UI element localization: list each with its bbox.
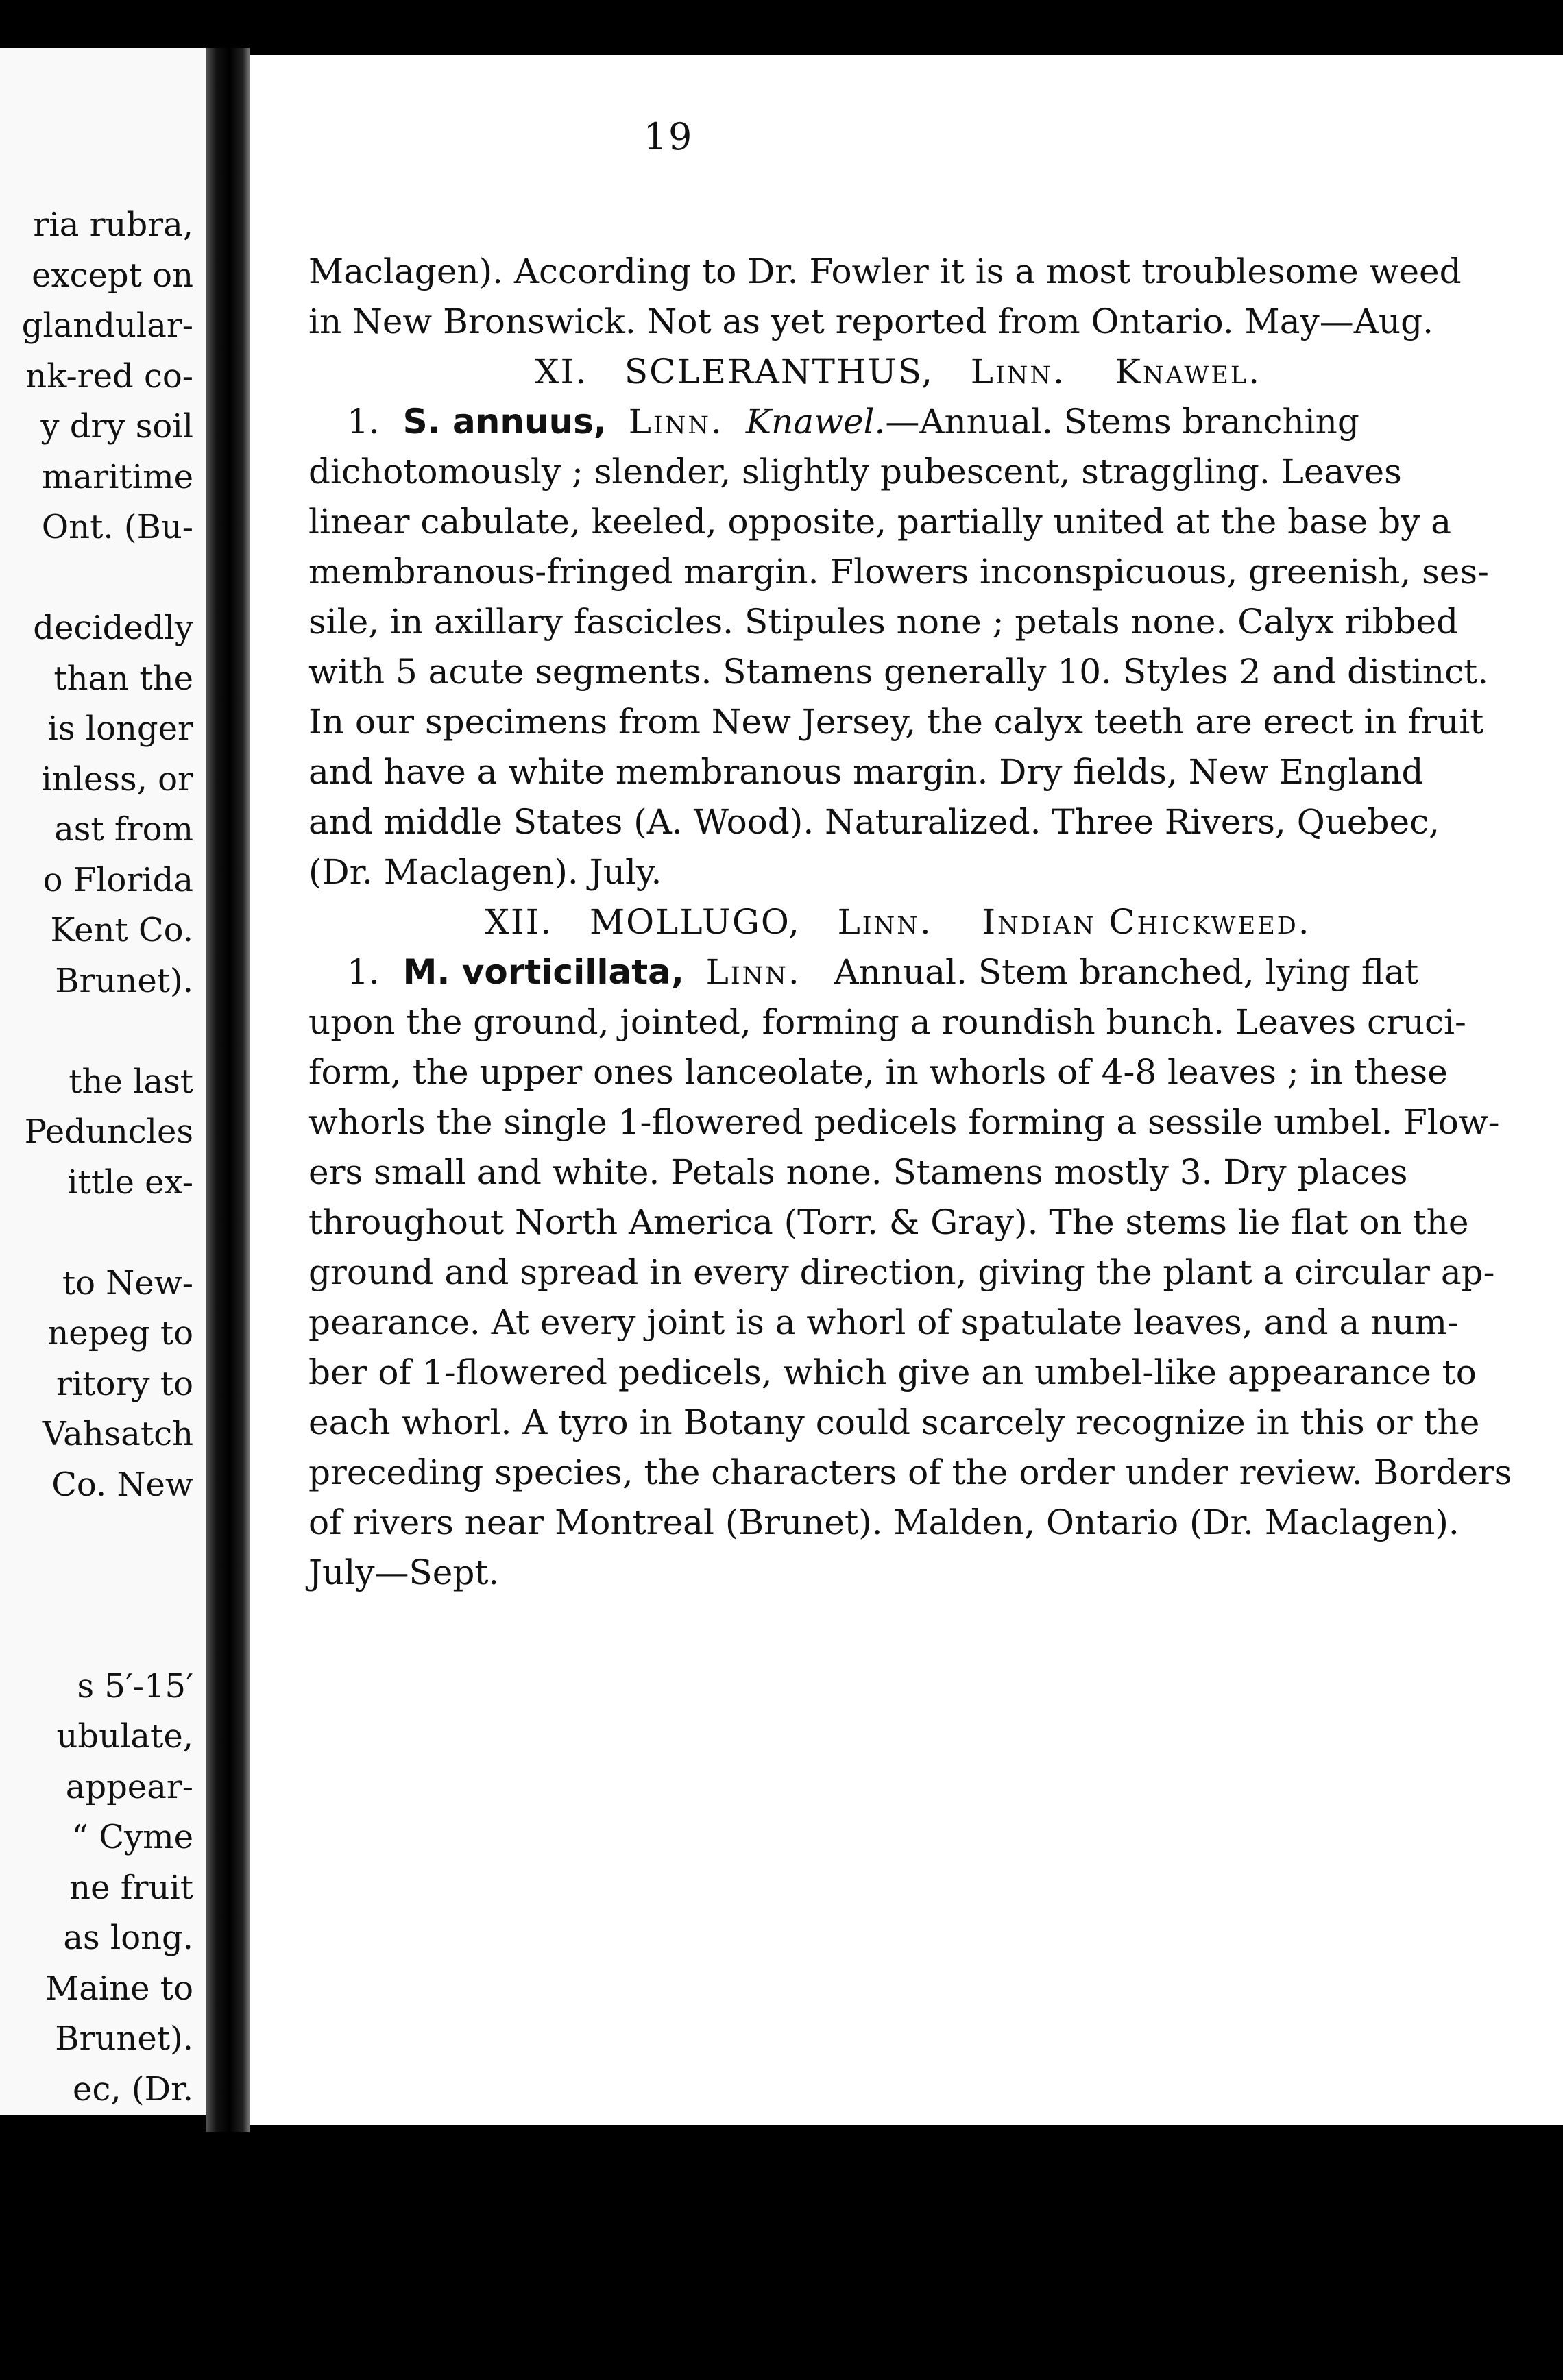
left-page-line: ittle ex- <box>67 1163 193 1202</box>
scan-border-bottom <box>0 2132 1563 2380</box>
page-body <box>308 247 1512 1598</box>
left-page-line: appear- <box>65 1767 193 1806</box>
species-author: Linn. <box>628 402 724 441</box>
body-line: and middle States (A. Wood). Naturalized. Three Rivers, Quebec, <box>308 802 1440 842</box>
species-author: Linn. <box>705 952 801 992</box>
left-page-line: maritime <box>42 457 193 496</box>
species-common-name: Knawel. <box>745 402 886 441</box>
left-page-line: to New- <box>62 1263 193 1302</box>
left-page-line: except on <box>32 256 193 295</box>
left-page-line: nk-red co- <box>25 356 193 396</box>
genus-numeral: XII. <box>485 902 553 942</box>
left-page-line: nepeg to <box>47 1314 193 1352</box>
body-line: of rivers near Montreal (Brunet). Malden, Ontario (Dr. Maclagen). <box>308 1503 1459 1542</box>
body-line: each whorl. A tyro in Botany could scarcely recognize in this or the <box>308 1402 1480 1442</box>
left-page-line: Maine to <box>45 1969 193 2008</box>
species-number: 1. <box>347 402 380 441</box>
left-page-line: Brunet). <box>55 2019 193 2058</box>
left-page-line: the last <box>69 1062 193 1101</box>
genus-heading-scleranthus <box>308 347 1488 397</box>
left-page-line: Co. New <box>51 1465 193 1504</box>
continuation-line-2: in New Bronswick. Not as yet reported from Ontario. May—Aug. <box>308 302 1433 341</box>
genus-author: Linn. <box>970 352 1066 391</box>
genus-common-name: Indian Chickweed. <box>982 902 1311 942</box>
left-page-line: inless, or <box>41 760 193 799</box>
left-page-line: ubulate, <box>56 1717 193 1756</box>
body-line: July—Sept. <box>308 1553 500 1592</box>
species-name: M. vorticillata, <box>402 952 684 992</box>
continuation-line-1: Maclagen). According to Dr. Fowler it is a most troublesome weed <box>308 252 1462 291</box>
left-page-line: than the <box>53 659 193 698</box>
body-line: ber of 1-flowered pedicels, which give an umbel-like appearance to <box>308 1352 1477 1392</box>
body-line: (Dr. Maclagen). July. <box>308 852 662 892</box>
body-line: form, the upper ones lanceolate, in whorls of 4-8 leaves ; in these <box>308 1052 1448 1092</box>
body-line: pearance. At every joint is a whorl of spatulate leaves, and a num- <box>308 1302 1459 1342</box>
genus-heading-mollugo <box>308 897 1488 947</box>
species-number: 1. <box>347 952 380 992</box>
body-line: sile, in axillary fascicles. Stipules none ; petals none. Calyx ribbed <box>308 602 1459 642</box>
left-page-line: ec, (Dr. <box>73 2069 193 2109</box>
body-line: and have a white membranous margin. Dry fields, New England <box>308 752 1424 792</box>
genus-name: SCLERANTHUS, <box>624 352 934 391</box>
left-page-line: o Florida <box>43 860 193 899</box>
left-page-line: s 5′-15′ <box>77 1666 193 1705</box>
species-name: S. annuus, <box>402 402 607 441</box>
body-line: whorls the single 1-flowered pedicels forming a sessile umbel. Flow- <box>308 1102 1500 1142</box>
genus-author: Linn. <box>837 902 933 942</box>
left-page-line: as long. <box>63 1919 193 1957</box>
scan-border-top <box>0 0 1563 48</box>
genus-name: MOLLUGO, <box>589 902 801 942</box>
species-heading-line <box>308 397 1488 447</box>
left-page-line: Kent Co. <box>50 911 193 949</box>
species-heading-line <box>308 947 1488 997</box>
genus-numeral: XI. <box>534 352 588 391</box>
left-page-line: decidedly <box>33 609 193 647</box>
body-line: dichotomously ; slender, slightly pubescent, straggling. Leaves <box>308 452 1402 491</box>
left-page-line: Peduncles <box>24 1113 193 1151</box>
left-page-line: ria rubra, <box>33 206 193 244</box>
body-line: linear cabulate, keeled, opposite, partially united at the base by a <box>308 502 1452 542</box>
body-line: ground and spread in every direction, giving the plant a circular ap- <box>308 1252 1495 1292</box>
left-page-fragment <box>0 48 206 2115</box>
body-line: with 5 acute segments. Stamens generally 10. Styles 2 and distinct. <box>308 652 1489 692</box>
left-page-line: Ont. (Bu- <box>41 508 193 546</box>
left-page-line: ast from <box>54 810 193 849</box>
book-gutter <box>206 48 250 2139</box>
genus-common-name: Knawel. <box>1115 352 1262 391</box>
page-number: 19 <box>643 115 694 158</box>
species-first-line-rest: Annual. Stem branched, lying flat <box>834 952 1419 992</box>
left-page-line: Vahsatch <box>42 1415 193 1453</box>
left-page-line: Brunet). <box>55 961 193 1000</box>
left-page-line: is longer <box>47 709 193 748</box>
body-line: upon the ground, jointed, forming a roundish bunch. Leaves cruci- <box>308 1002 1466 1042</box>
body-line: preceding species, the characters of the order under review. Borders <box>308 1453 1512 1492</box>
body-line: throughout North America (Torr. & Gray). The stems lie flat on the <box>308 1202 1469 1242</box>
body-line: ers small and white. Petals none. Stamens mostly 3. Dry places <box>308 1152 1408 1192</box>
left-page-line: ne fruit <box>69 1868 193 1907</box>
left-page-line: glandular- <box>21 306 193 345</box>
body-line: In our specimens from New Jersey, the calyx teeth are erect in fruit <box>308 702 1484 742</box>
left-page-line: “ Cyme <box>71 1818 193 1856</box>
body-line: membranous-fringed margin. Flowers inconspicuous, greenish, ses- <box>308 552 1489 592</box>
left-page-line: ritory to <box>56 1364 193 1403</box>
species-first-line-rest: —Annual. Stems branching <box>885 402 1359 441</box>
left-page-line: y dry soil <box>40 407 193 446</box>
